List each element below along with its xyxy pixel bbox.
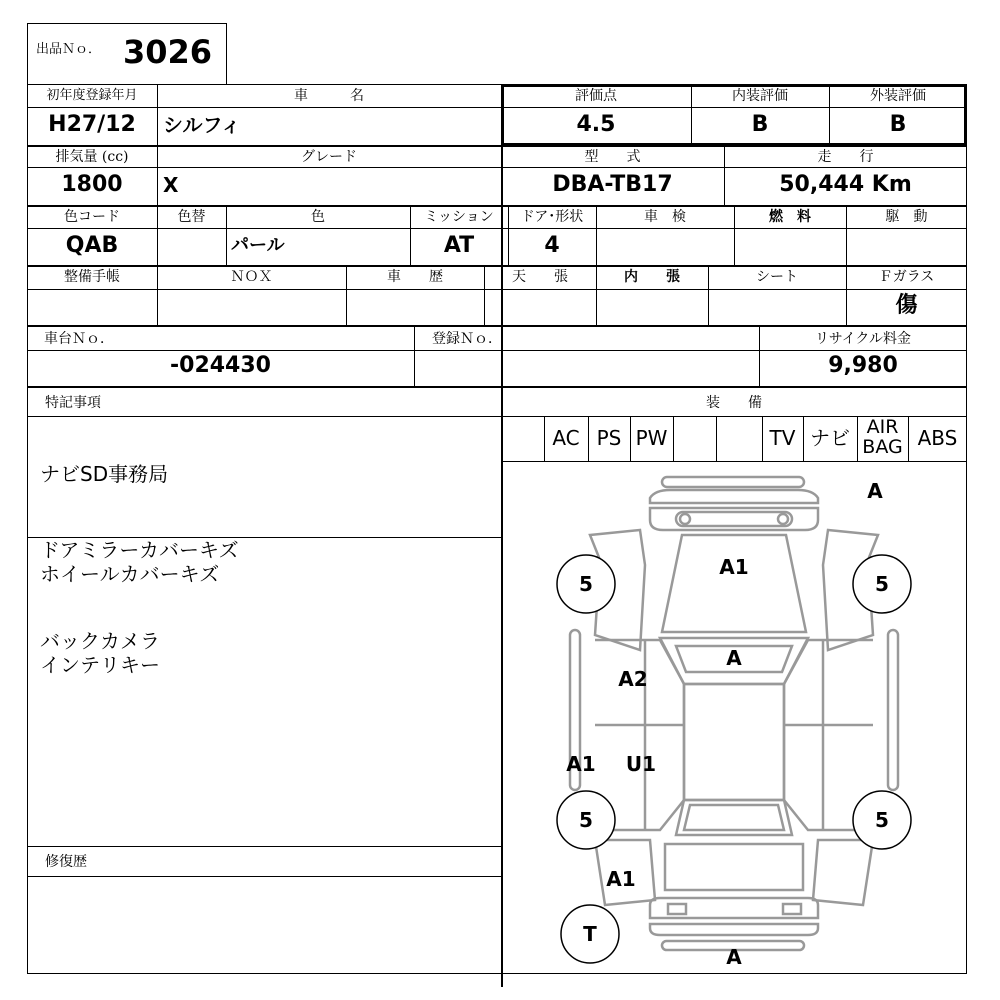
chassis-number-value: -024430 (170, 353, 271, 378)
color-code-label: 色コード (64, 209, 120, 225)
transmission-value: AT (443, 233, 475, 258)
exterior-grade-value: B (889, 112, 907, 137)
mark-hood: A1 (719, 555, 749, 579)
headliner-label: 天 張 (512, 269, 568, 285)
first-registration-label: 初年度登録年月 (46, 88, 138, 103)
note-navi: ナビSD事務局 (40, 462, 169, 486)
tire-rear-left: 5 (579, 808, 593, 832)
registration-number-label: 登録Ｎｏ． (432, 331, 502, 347)
mileage-label: 走 行 (817, 149, 874, 165)
equipment-ac: AC (552, 426, 580, 450)
lot-number-label: 出品Ｎｏ． (36, 42, 102, 57)
recycle-fee-value: 9,980 (828, 353, 898, 378)
mark-left-rear-door: U1 (625, 752, 657, 776)
mark-rear-bumper: A (726, 945, 742, 969)
inspection-label: 車 検 (644, 209, 686, 225)
front-glass-label: Ｆガラス (878, 269, 935, 285)
equipment-airbag: AIR BAG (862, 416, 903, 458)
chassis-number-label: 車台Ｎｏ． (44, 331, 114, 347)
recycle-fee-label: リサイクル料金 (814, 331, 912, 347)
mark-left-front-door: A2 (618, 667, 648, 691)
interior-grade-label: 内装評価 (732, 88, 788, 104)
mark-front-bumper: A (867, 479, 883, 503)
grade-label: グレード (301, 149, 357, 165)
color-code-value: QAB (65, 233, 119, 258)
equipment-navi: ナビ (810, 426, 850, 450)
equipment-ps: PS (596, 426, 622, 450)
equipment-tv: TV (769, 426, 796, 450)
displacement-label: 排気量 (cc) (55, 149, 129, 165)
mark-left-rear-fender: A1 (606, 867, 636, 891)
grade-value: X (163, 173, 179, 197)
mark-windshield: A (726, 646, 742, 670)
lot-number-value: 3026 (123, 33, 213, 71)
mark-left-sill: A1 (566, 752, 596, 776)
exterior-grade-label: 外装評価 (870, 88, 926, 104)
drive-label: 駆 動 (885, 209, 928, 225)
car-name-label: 車 名 (294, 88, 364, 104)
repaint-label: 色替 (177, 209, 206, 225)
equipment-pw: PW (635, 426, 668, 450)
maintenance-book-label: 整備手帳 (64, 269, 120, 285)
note-options: バックカメラ インテリキー (40, 629, 160, 677)
spare-tire: T (583, 922, 597, 946)
note-damage: ドアミラーカバーキズ ホイールカバーキズ (40, 538, 239, 586)
special-notes-label: 特記事項 (45, 395, 101, 411)
tire-rear-right: 5 (875, 808, 889, 832)
first-registration-value: H27/12 (48, 112, 136, 137)
seat-label: シート (756, 269, 798, 285)
tire-front-right: 5 (875, 572, 889, 596)
fuel-label: 燃 料 (769, 209, 811, 225)
color-value: パール (231, 235, 285, 256)
mileage-value: 50,444 Km (779, 172, 912, 197)
front-glass-value: 傷 (895, 293, 918, 318)
car-history-label: 車 歴 (387, 269, 443, 285)
car-name-value: シルフィ (163, 113, 241, 137)
door-shape-value: 4 (544, 233, 560, 258)
transmission-label: ミッション (424, 209, 494, 225)
equipment-label: 装 備 (706, 395, 762, 411)
color-label: 色 (311, 209, 325, 225)
equipment-abs: ABS (917, 426, 958, 450)
score-value: 4.5 (576, 112, 616, 137)
repair-history-label: 修復歴 (45, 854, 87, 870)
interior-trim-label: 内 張 (624, 269, 680, 285)
model-label: 型 式 (584, 149, 641, 165)
interior-grade-value: B (751, 112, 769, 137)
car-body-diagram (501, 462, 967, 974)
tire-front-left: 5 (579, 572, 593, 596)
displacement-value: 1800 (61, 172, 123, 197)
door-shape-label: ドア･形状 (520, 209, 584, 225)
score-label: 評価点 (575, 88, 617, 104)
nox-label: ＮＯＸ (230, 269, 273, 285)
model-value: DBA-TB17 (552, 172, 673, 197)
